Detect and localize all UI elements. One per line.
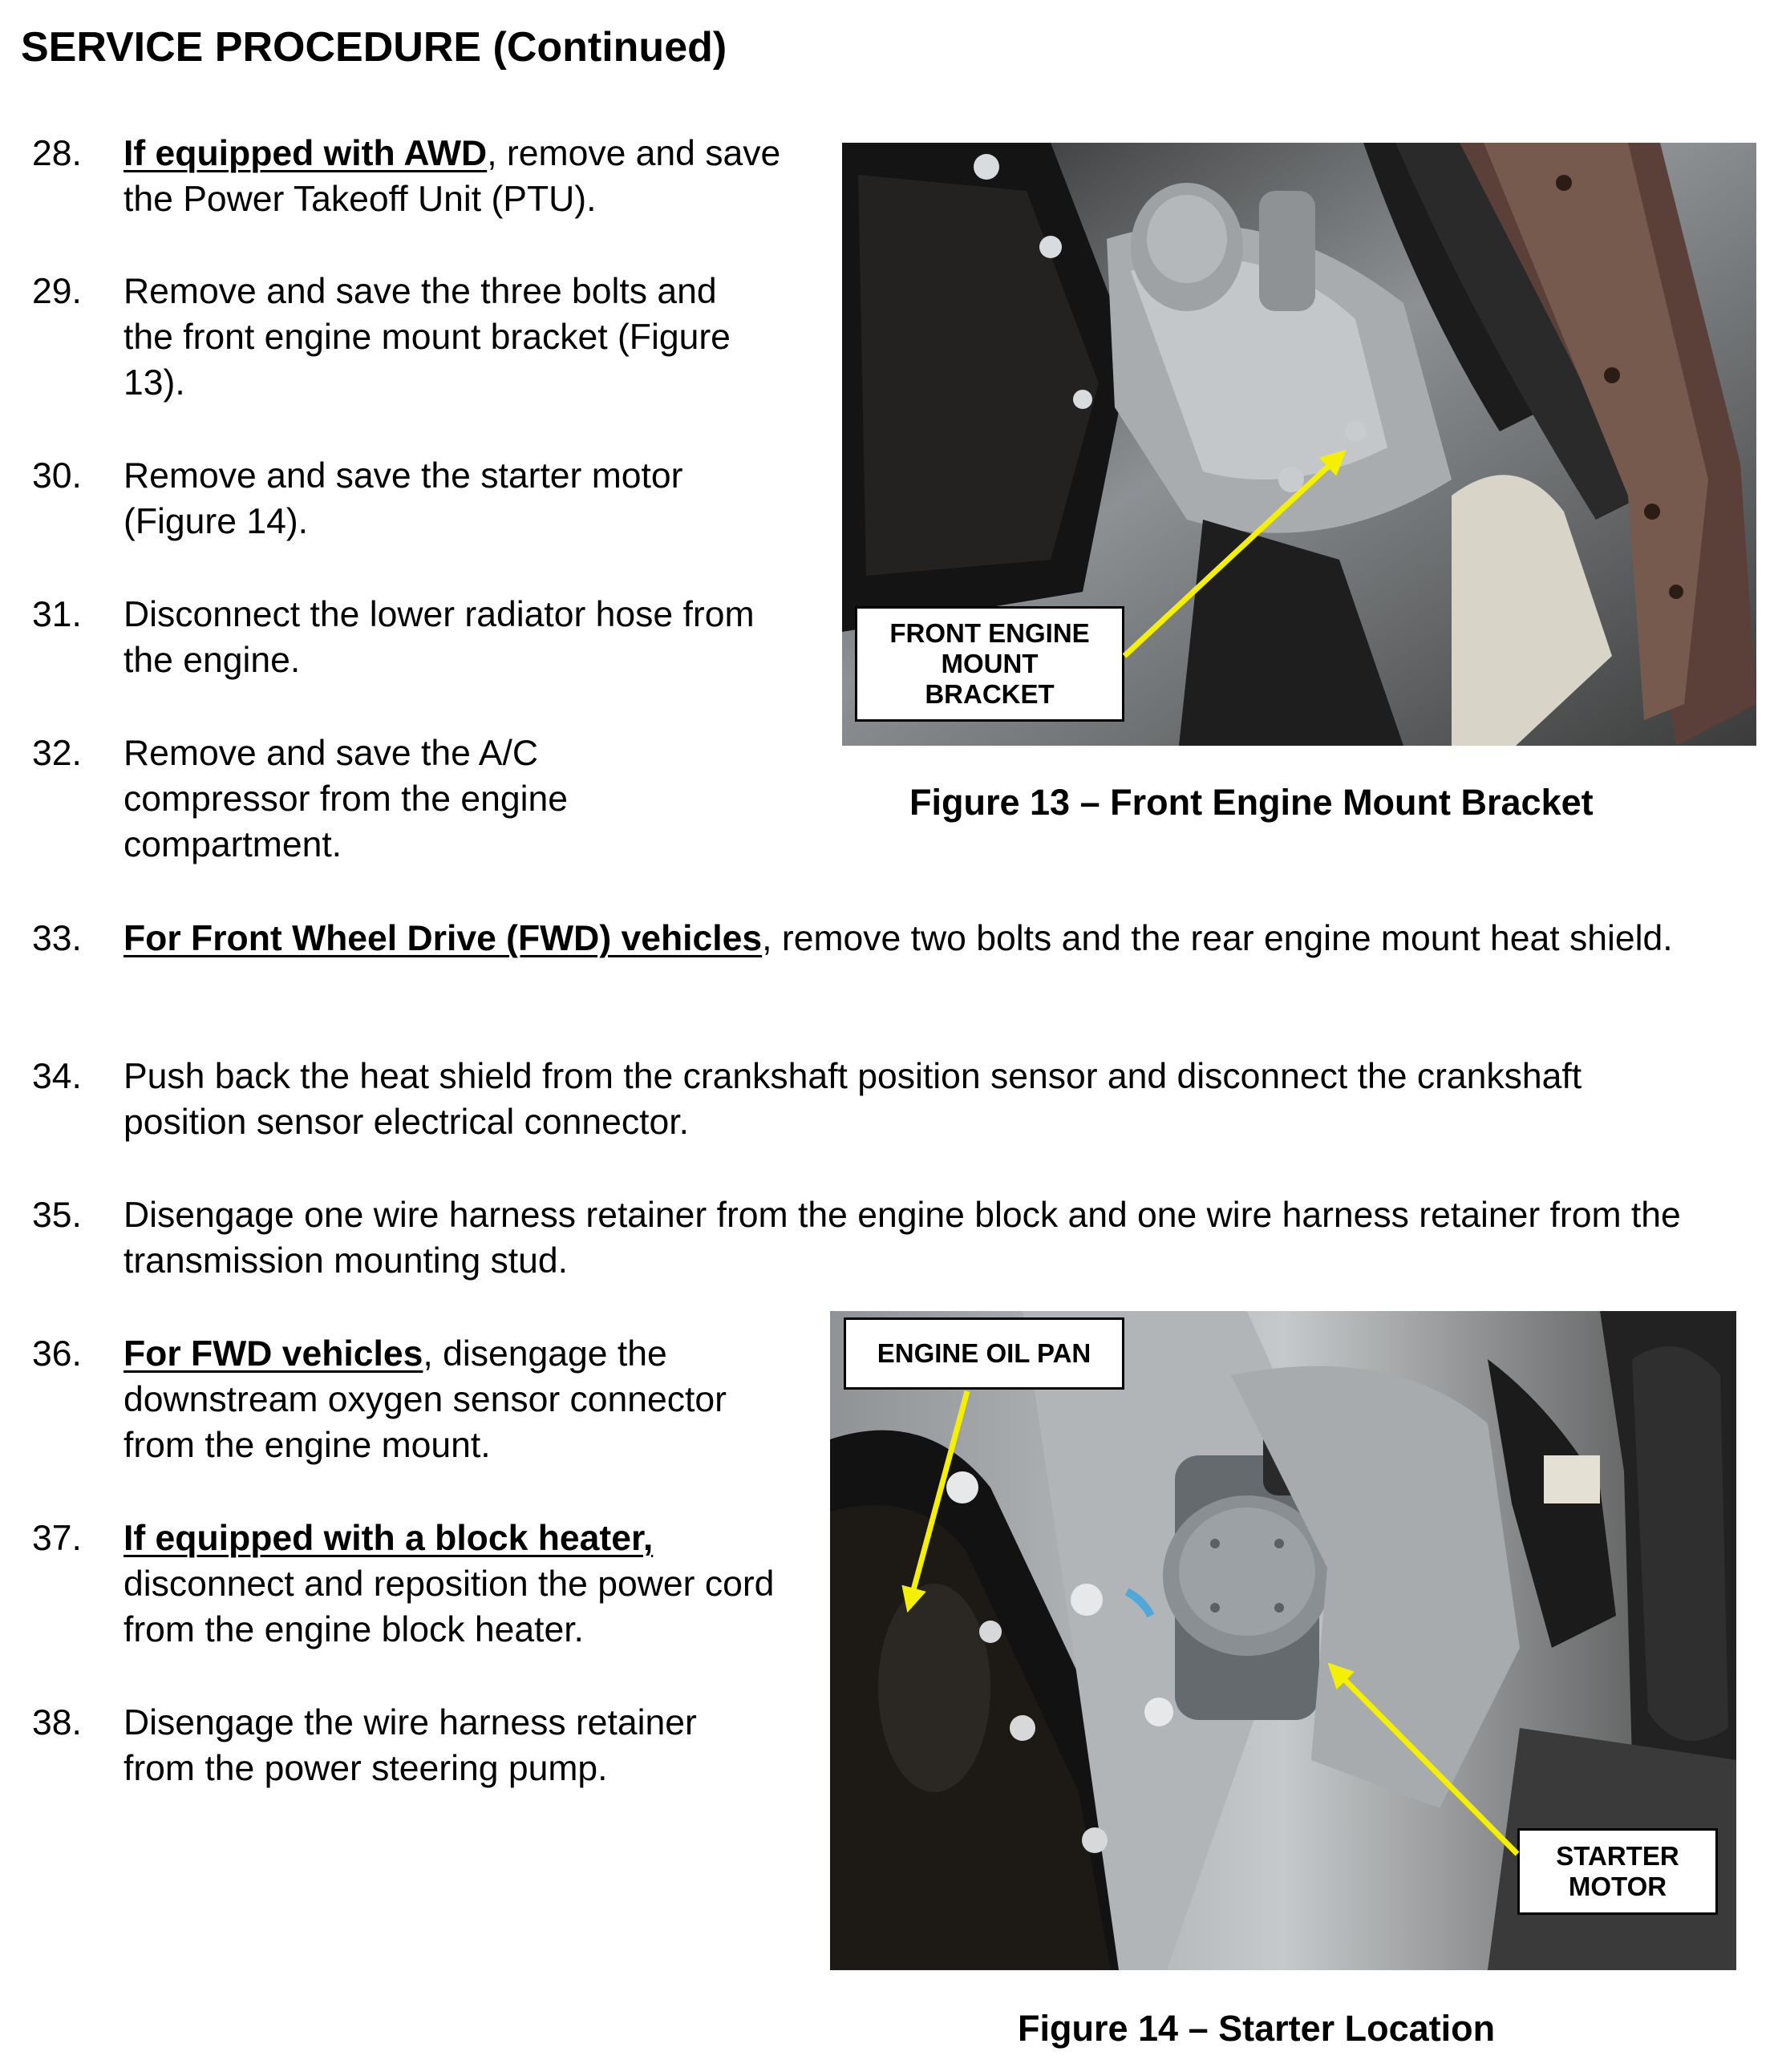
step-38 bbox=[32, 1700, 778, 1791]
step-text: Disengage one wire harness retainer from the engine block and one wire harness retainer from the transmission mounting stud. bbox=[124, 1196, 1681, 1281]
step-29 bbox=[32, 269, 770, 406]
step-28 bbox=[32, 131, 786, 222]
callout-line: MOUNT bbox=[941, 649, 1039, 678]
step-text: , remove two bolts and the rear engine mount heat shield. bbox=[762, 919, 1673, 958]
figure-14-caption: Figure 14 – Starter Location bbox=[1018, 2008, 1496, 2049]
step-number: 28. bbox=[32, 134, 82, 173]
step-text: Push back the heat shield from the crankshaft position sensor and disconnect the crankshaft position sensor electrical connector. bbox=[124, 1057, 1582, 1142]
step-number: 37. bbox=[32, 1519, 82, 1558]
step-36 bbox=[32, 1331, 746, 1468]
front-engine-mount-bracket-callout bbox=[855, 606, 1124, 722]
step-number: 34. bbox=[32, 1057, 82, 1096]
step-31 bbox=[32, 592, 770, 683]
step-35 bbox=[32, 1192, 1764, 1284]
step-text: Remove and save the starter motor (Figure 14). bbox=[124, 456, 683, 541]
step-33 bbox=[32, 916, 1764, 961]
step-text: Disconnect the lower radiator hose from the engine. bbox=[124, 595, 755, 680]
step-emphasis: For FWD vehicles bbox=[124, 1334, 423, 1374]
step-32 bbox=[32, 730, 698, 868]
step-text: , remove and save the Power Takeoff Unit (PTU). bbox=[124, 134, 781, 219]
callout-line: BRACKET bbox=[925, 679, 1055, 709]
step-number: 36. bbox=[32, 1334, 82, 1374]
step-emphasis: For Front Wheel Drive (FWD) vehicles bbox=[124, 919, 763, 958]
step-number: 30. bbox=[32, 456, 82, 496]
step-number: 35. bbox=[32, 1196, 82, 1235]
step-37 bbox=[32, 1516, 778, 1653]
engine-oil-pan-callout: ENGINE OIL PAN bbox=[844, 1317, 1124, 1390]
step-34 bbox=[32, 1054, 1636, 1145]
step-emphasis: If equipped with AWD bbox=[124, 134, 488, 173]
step-number: 31. bbox=[32, 595, 82, 634]
step-30 bbox=[32, 453, 770, 544]
callout-line: STARTER bbox=[1556, 1841, 1679, 1871]
starter-motor-callout bbox=[1517, 1828, 1718, 1915]
step-text: Remove and save the A/C compressor from the engine compartment. bbox=[124, 734, 569, 864]
figure-13-caption: Figure 13 – Front Engine Mount Bracket bbox=[909, 782, 1594, 823]
step-number: 29. bbox=[32, 272, 82, 311]
callout-line: MOTOR bbox=[1568, 1872, 1667, 1901]
callout-line: FRONT ENGINE bbox=[889, 618, 1090, 648]
step-text: Remove and save the three bolts and the front engine mount bracket (Figure 13). bbox=[124, 272, 731, 403]
page-title: SERVICE PROCEDURE (Continued) bbox=[21, 24, 727, 71]
step-number: 32. bbox=[32, 734, 82, 773]
step-emphasis: If equipped with a block heater, bbox=[124, 1519, 654, 1558]
step-text: disconnect and reposition the power cord from the engine block heater. bbox=[124, 1564, 775, 1649]
step-number: 33. bbox=[32, 919, 82, 958]
step-text: , disengage the downstream oxygen sensor connector from the engine mount. bbox=[124, 1334, 727, 1465]
step-number: 38. bbox=[32, 1703, 82, 1742]
step-text: Disengage the wire harness retainer from the power steering pump. bbox=[124, 1703, 697, 1788]
